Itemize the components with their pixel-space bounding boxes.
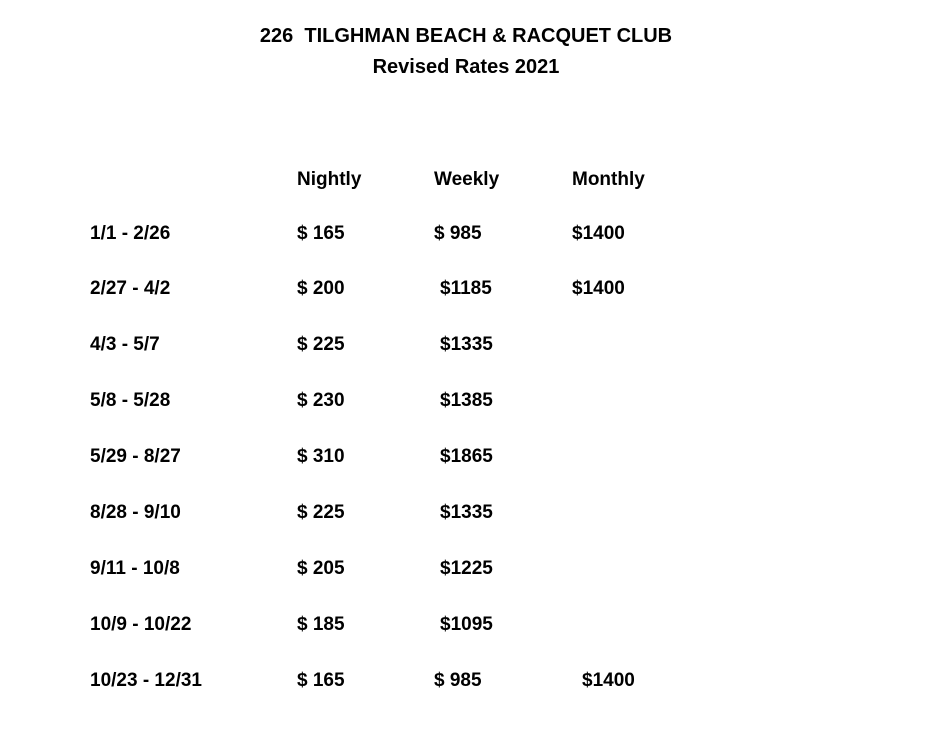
nightly-rate: $ 185	[297, 614, 345, 635]
header-monthly: Monthly	[572, 169, 645, 190]
weekly-rate: $1335	[440, 334, 493, 355]
period-cell: 1/1 - 2/26	[90, 223, 171, 244]
monthly-rate: $1400	[572, 223, 625, 244]
nightly-rate: $ 205	[297, 558, 345, 579]
weekly-rate: $ 985	[434, 670, 482, 691]
period-cell: 2/27 - 4/2	[90, 278, 171, 299]
weekly-rate: $1225	[440, 558, 493, 579]
weekly-rate: $ 985	[434, 223, 482, 244]
monthly-rate: $1400	[572, 278, 625, 299]
period-cell: 4/3 - 5/7	[90, 334, 160, 355]
period-cell: 10/23 - 12/31	[90, 670, 202, 691]
nightly-rate: $ 165	[297, 670, 345, 691]
period-cell: 5/8 - 5/28	[90, 390, 171, 411]
nightly-rate: $ 225	[297, 502, 345, 523]
weekly-rate: $1865	[440, 446, 493, 467]
nightly-rate: $ 310	[297, 446, 345, 467]
header-weekly: Weekly	[434, 169, 500, 190]
period-cell: 5/29 - 8/27	[90, 446, 181, 467]
nightly-rate: $ 225	[297, 334, 345, 355]
document-title: 226 TILGHMAN BEACH & RACQUET CLUB	[259, 25, 673, 47]
period-cell: 10/9 - 10/22	[90, 614, 192, 635]
weekly-rate: $1095	[440, 614, 493, 635]
weekly-rate: $1185	[440, 278, 492, 299]
header-nightly: Nightly	[297, 169, 362, 190]
monthly-rate: $1400	[582, 670, 635, 691]
period-cell: 8/28 - 9/10	[90, 502, 181, 523]
nightly-rate: $ 200	[297, 278, 345, 299]
weekly-rate: $1335	[440, 502, 493, 523]
nightly-rate: $ 165	[297, 223, 345, 244]
document-subtitle: Revised Rates 2021	[372, 56, 560, 78]
nightly-rate: $ 230	[297, 390, 345, 411]
weekly-rate: $1385	[440, 390, 493, 411]
period-cell: 9/11 - 10/8	[90, 558, 180, 579]
